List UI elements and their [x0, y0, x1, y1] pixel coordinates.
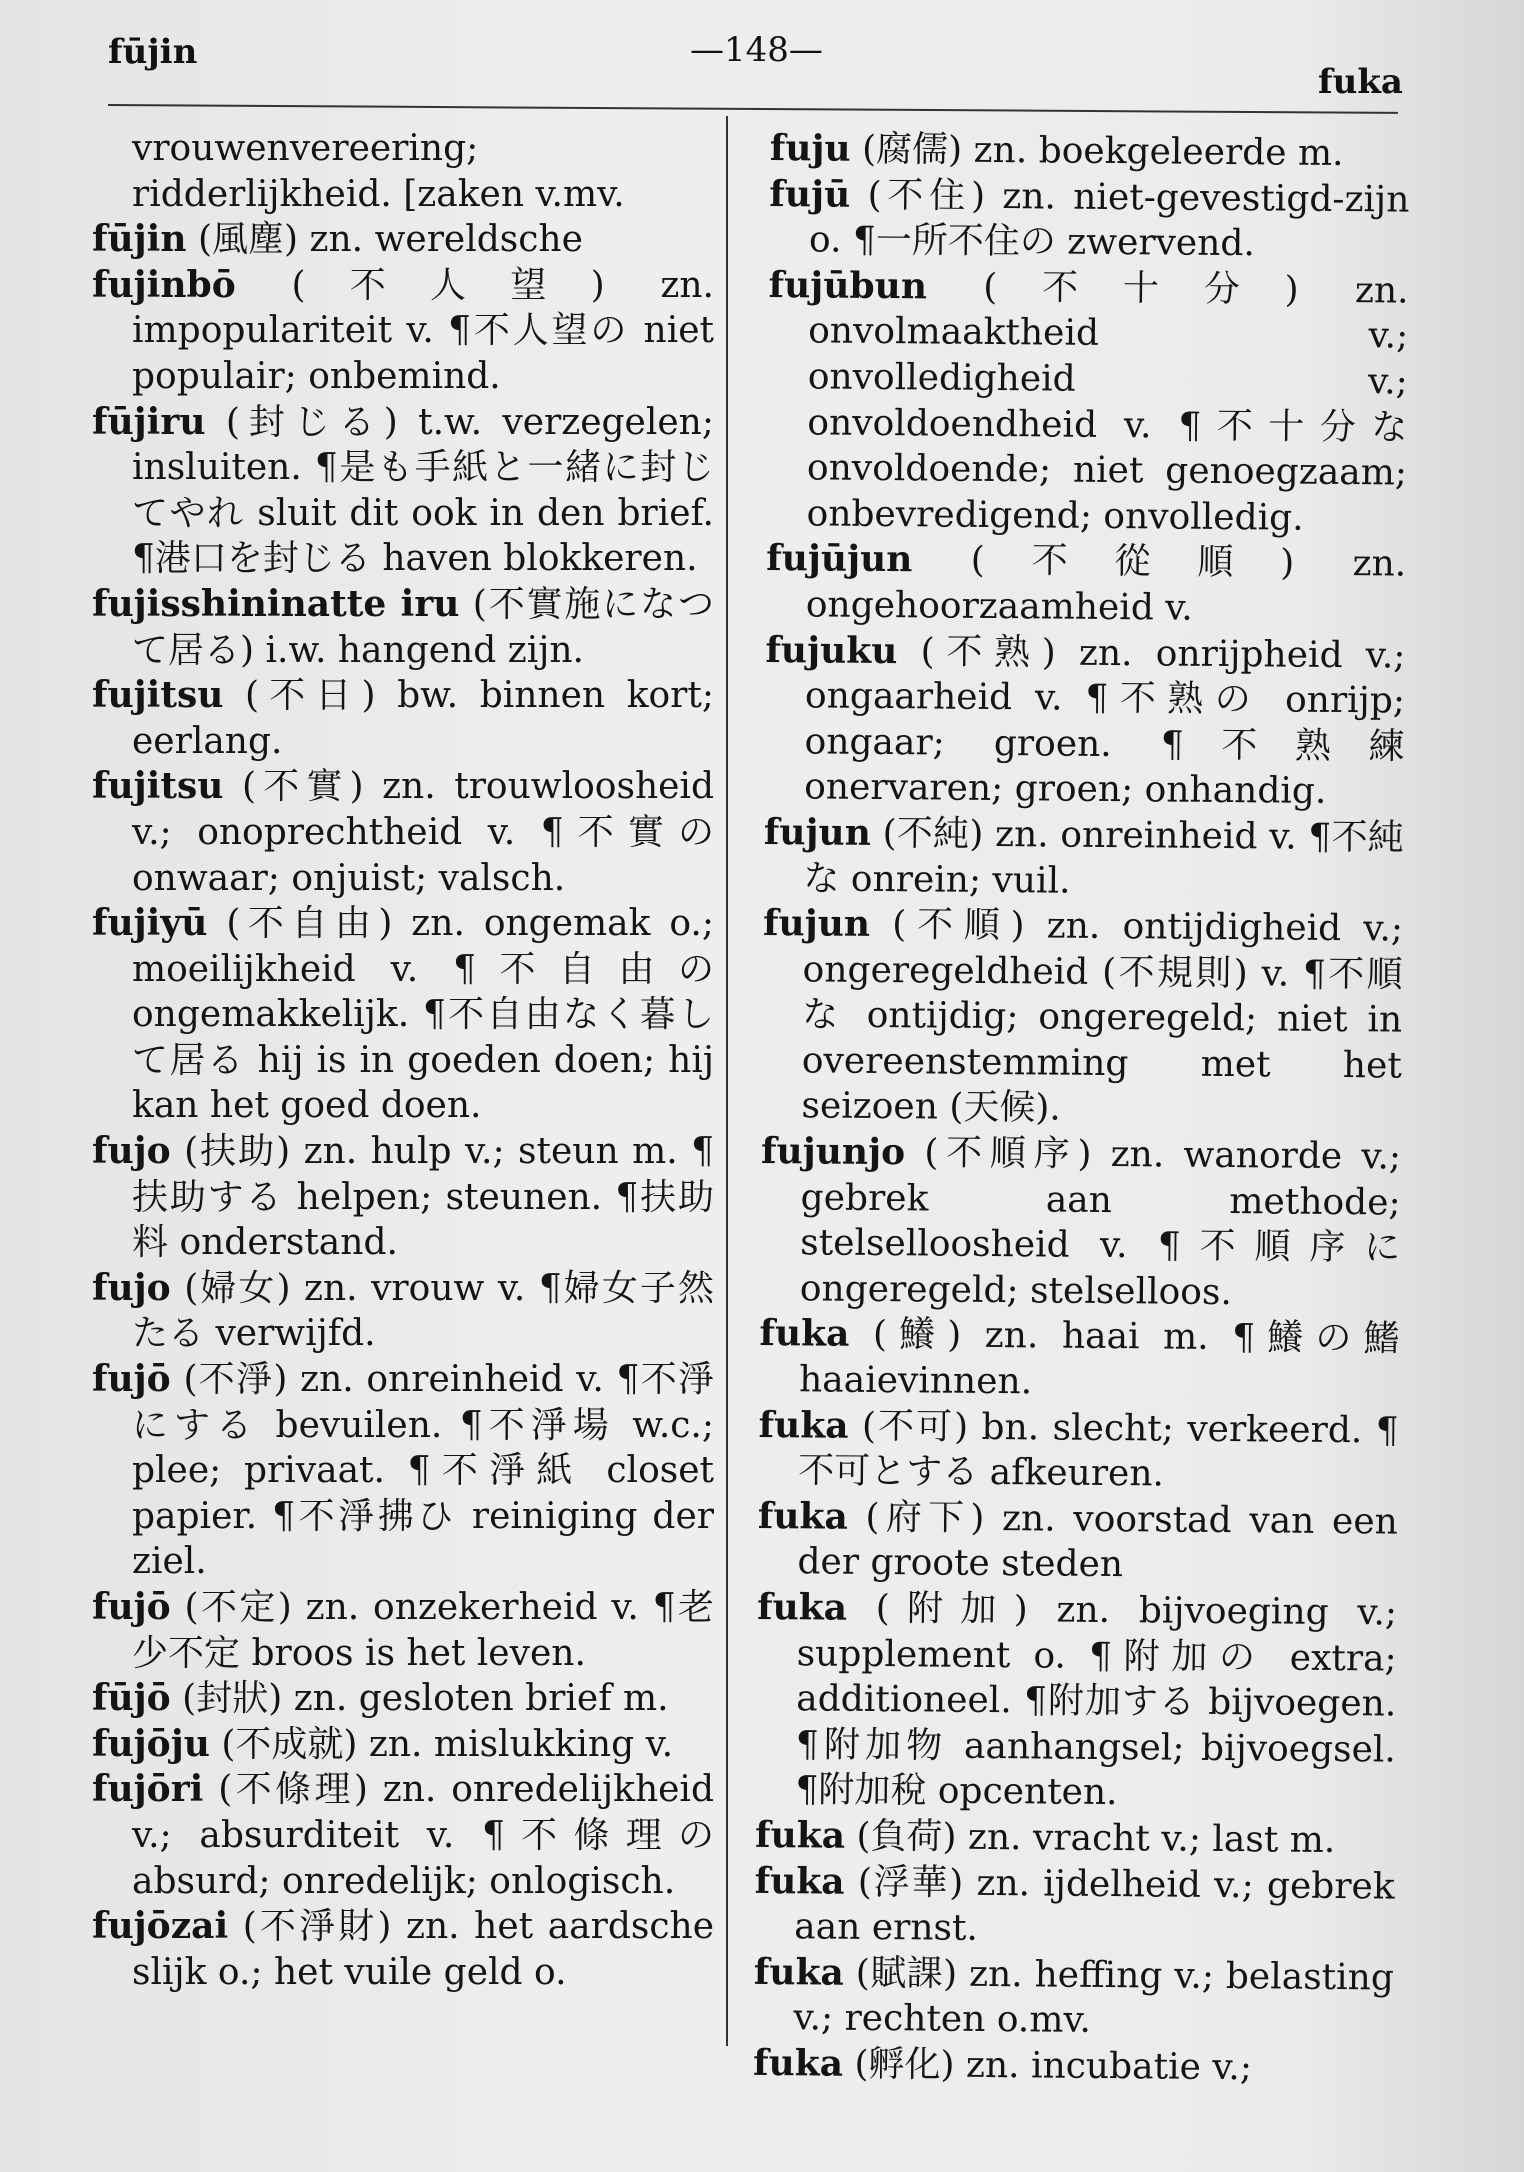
entry-definition: (負荷) zn. vracht v.; last m. — [856, 1815, 1336, 1861]
entry-definition: (封狀) zn. gesloten brief m. — [182, 1678, 669, 1720]
entry-headword: fuka — [752, 2041, 844, 2085]
entry-definition: (扶助) zn. hulp v.; steun m. ¶扶助する helpen; steunen. ¶扶助料 onderstand. — [132, 1131, 715, 1264]
entry-headword: fujū — [769, 172, 851, 216]
dictionary-entry — [92, 1357, 714, 1585]
dictionary-entry — [92, 217, 714, 263]
dictionary-entry — [92, 1266, 714, 1357]
entry-definition: (浮華) zn. ijdelheid v.; gebrek aan ernst. — [794, 1861, 1395, 1950]
entry-definition: (不條理) zn. onredelijkheid v.; absurditeit v. ¶不條理の absurd; onredelijk; onlogisch. — [132, 1769, 714, 1902]
page-number: —148— — [690, 30, 823, 70]
entry-headword: fujun — [762, 902, 871, 945]
entry-definition: (不實) zn. trouwloosheid v.; onoprechtheid v. ¶不實の onwaar; onjuist; valsch. — [132, 766, 714, 899]
entry-definition: (風塵) zn. wereldsche — [198, 219, 583, 261]
dictionary-entry — [92, 1722, 714, 1768]
dictionary-entry — [92, 126, 714, 217]
entry-headword: fuka — [759, 1312, 850, 1356]
entry-definition: (不日) bw. binnen kort; eerlang. — [132, 675, 714, 762]
dictionary-entry — [757, 1494, 1398, 1591]
dictionary-entry — [753, 1950, 1394, 2047]
dictionary-entry — [764, 628, 1406, 816]
entry-headword: fujitsu — [92, 674, 224, 717]
dictionary-entry — [760, 1129, 1402, 1317]
running-head-left: fūjin — [108, 32, 198, 72]
dictionary-entry — [761, 901, 1403, 1135]
dictionary-entry — [92, 1676, 714, 1722]
entry-headword: fūjin — [92, 218, 187, 261]
entry-definition: (賦課) zn. heffing v.; belasting v.; rechten o.mv. — [793, 1952, 1395, 2042]
entry-headword: fujiyū — [92, 902, 208, 945]
dictionary-entry — [769, 172, 1410, 269]
entry-headword: fujun — [763, 810, 872, 854]
entry-headword: fujūjun — [766, 537, 913, 581]
entry-headword: fujō — [92, 1586, 171, 1628]
dictionary-entry — [753, 2041, 1393, 2092]
column-divider — [726, 116, 728, 2046]
dictionary-entry — [92, 1904, 714, 1995]
entry-headword: fujunjo — [760, 1130, 906, 1174]
entry-definition: (不成就) zn. mislukking v. — [221, 1723, 674, 1765]
dictionary-entry — [755, 1585, 1397, 1819]
entry-headword: fujitsu — [92, 765, 224, 808]
left-column — [92, 126, 714, 1995]
entry-definition: (不定) zn. onzekerheid v. ¶老少不定 broos is het leven. — [132, 1587, 714, 1674]
dictionary-entry — [763, 810, 1404, 907]
entry-headword: fujō — [92, 1358, 171, 1401]
entry-definition: (府下) zn. voorstad van een der groote steden — [797, 1496, 1399, 1586]
entry-definition: (鱶) zn. haai m. ¶鱶の鰭 haaievinnen. — [798, 1314, 1400, 1403]
entry-headword: fuka — [757, 1494, 848, 1538]
dictionary-entry — [766, 536, 1407, 633]
entry-definition: (不自由) zn. ongemak o.; moeilijkheid v. ¶不自由の ongemakkelijk. ¶不自由なく暮して居る hij is in goeden doen; hij kan het goed doen. — [132, 903, 714, 1127]
entry-definition: (不順) zn. ontijdigheid v.; ongeregeldheid (不規則) v. ¶不順な ontijdig; ongeregeld; niet in overeenstemming met het seizoen (天候). — [801, 904, 1404, 1130]
dictionary-entry — [92, 1585, 714, 1676]
entry-headword: fuka — [756, 1585, 848, 1629]
entry-headword: fujōri — [92, 1768, 204, 1811]
dictionary-entry — [92, 263, 714, 400]
entry-definition: (孵化) zn. incubatie v.; — [854, 2043, 1253, 2089]
dictionary-entry — [92, 764, 714, 901]
entry-definition: (婦女) zn. vrouw v. ¶婦女子然たる verwijfd. — [132, 1267, 714, 1355]
entry-headword: fuka — [758, 1403, 849, 1447]
entry-definition: (腐儒) zn. boekgeleerde m. — [861, 128, 1344, 175]
dictionary-entry — [92, 400, 714, 582]
entry-definition: (不淨) zn. onreinheid v. ¶不淨にする bevuilen. ¶不淨場 w.c.; plee; privaat. ¶不淨紙 closet papier. ¶不淨拂ひ reiniging der ziel. — [132, 1359, 714, 1583]
entry-definition: (不順序) zn. wanorde v.; gebrek aan methode; stelselloosheid v. ¶不順序に ongeregeld; stelselloos. — [799, 1132, 1402, 1313]
dictionary-entry — [766, 263, 1408, 542]
entry-definition: (不淨財) zn. het aardsche slijk o.; het vuile geld o. — [132, 1906, 715, 1993]
entry-definition: vrouwenvereering; ridderlijkheid. [zaken v.mv. — [132, 128, 625, 215]
entry-definition: (封じる) t.w. verzegelen; insluiten. ¶是も手紙と一緒に封じてやれ sluit dit ook in den brief. ¶港口を封じる haven blokkeren. — [132, 401, 714, 580]
dictionary-entry — [758, 1403, 1399, 1500]
dictionary-entry — [92, 1129, 714, 1266]
running-head-right: fuka — [1318, 62, 1403, 102]
entry-definition: (不住) zn. niet-gevestigd-zijn o. ¶一所不住の zwervend. — [808, 174, 1410, 265]
entry-definition: (不實施になつて居る) i.w. hangend zijn. — [132, 583, 714, 671]
dictionary-entry — [755, 1813, 1395, 1864]
dictionary-entry — [770, 126, 1410, 177]
header-rule — [108, 104, 1398, 114]
entry-definition: (不人望) zn. impopulariteit v. ¶不人望の niet populair; onbemind. — [132, 264, 714, 397]
entry-headword: fujōju — [92, 1722, 210, 1765]
dictionary-entry — [759, 1311, 1400, 1408]
dictionary-entry — [92, 901, 714, 1129]
entry-headword: fujuku — [765, 628, 898, 672]
entry-headword: fūjiru — [92, 400, 206, 443]
entry-headword: fujo — [92, 1266, 171, 1309]
entry-headword: fuka — [754, 1859, 845, 1903]
dictionary-entry — [92, 582, 714, 673]
entry-definition: (不從順) zn. ongehoorzaamheid v. — [805, 540, 1407, 629]
entry-headword: fuka — [753, 1950, 845, 1994]
dictionary-entry — [754, 1858, 1395, 1955]
entry-definition: (不熟) zn. onrijpheid v.; ongaarheid v. ¶不熟の onrijp; ongaar; groen. ¶不熟練 onervaren; groen; onhandig. — [804, 630, 1406, 813]
entry-headword: fujisshininatte iru — [92, 582, 460, 625]
dictionary-entry — [92, 1767, 714, 1904]
entry-headword: fuka — [754, 1813, 846, 1857]
entry-headword: fujūbun — [768, 263, 928, 308]
entry-definition: (不純) zn. onreinheid v. ¶不純な onrein; vuil. — [803, 812, 1404, 902]
entry-definition: (不可) bn. slecht; verkeerd. ¶不可とする afkeuren. — [798, 1405, 1399, 1495]
entry-headword: fujo — [92, 1130, 171, 1173]
entry-headword: fujōzai — [92, 1905, 229, 1948]
entry-headword: fuju — [769, 126, 851, 170]
entry-headword: fujinbō — [92, 263, 236, 306]
entry-definition: (附加) zn. bijvoeging v.; supplement o. ¶附加の extra; additioneel. ¶附加する bijvoegen. ¶附加物 aanhangsel; bijvoegsel. ¶附加稅 opcenten. — [795, 1587, 1398, 1814]
right-column — [753, 126, 1410, 2092]
dictionary-entry — [92, 673, 714, 764]
entry-headword: fūjō — [92, 1677, 171, 1720]
entry-definition: (不十分) zn. onvolmaaktheid v.; onvolledigheid v.; onvoldoendheid v. ¶不十分な onvoldoende; niet genoegzaam; onbevredigend; onvolledig. — [806, 266, 1409, 539]
